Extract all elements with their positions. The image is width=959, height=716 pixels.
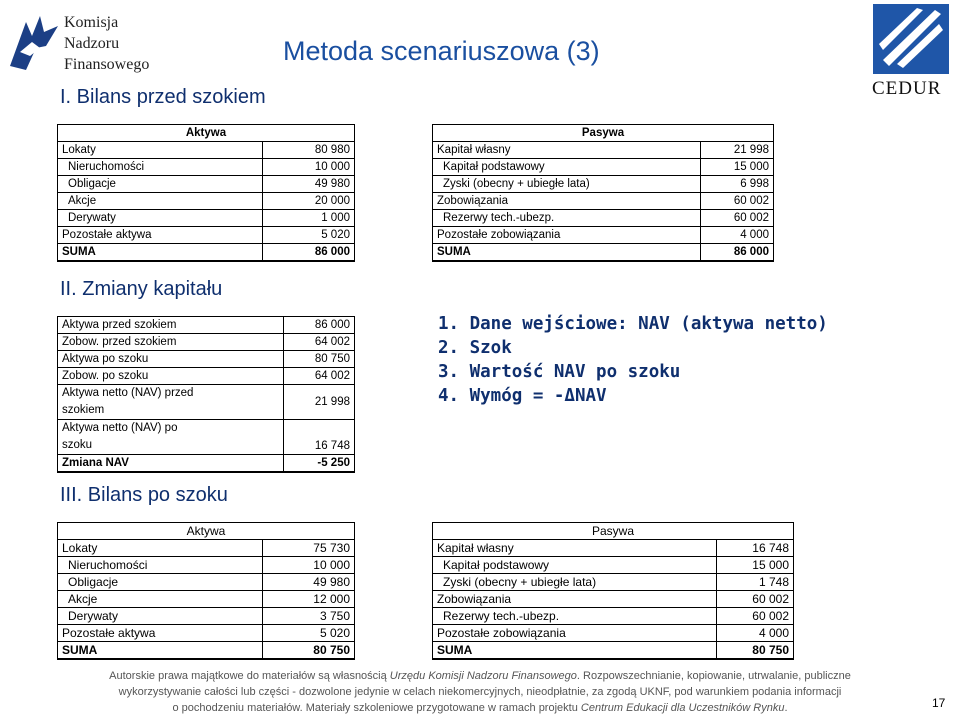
table-sum-row: SUMA 80 750 [433,642,794,660]
table-row: Pozostałe aktywa 5 020 [58,227,355,244]
table-row: Kapitał podstawowy 15 000 [433,159,774,176]
table-sum-row: SUMA 86 000 [58,244,355,262]
knf-eagle-icon [6,12,62,74]
table-row: Derywaty 3 750 [58,608,355,625]
table-row: Lokaty 80 980 [58,142,355,159]
table-row: Akcje 20 000 [58,193,355,210]
table-row: Zobow. przed szokiem 64 002 [58,334,355,351]
table-row: Aktywa netto (NAV) przed szokiem 21 998 [58,385,355,420]
table-row: Kapitał własny 21 998 [433,142,774,159]
table-row: Zobow. po szoku 64 002 [58,368,355,385]
table-row: Zobowiązania 60 002 [433,193,774,210]
table-row: Pozostałe aktywa 5 020 [58,625,355,642]
table-row: Zobowiązania 60 002 [433,591,794,608]
steps-list [438,312,828,408]
table-row: Nieruchomości 10 000 [58,557,355,574]
logo-line3: Finansowego [64,56,150,73]
logo-line2: Nadzoru [64,35,120,52]
page-number: 17 [932,696,946,710]
logo-line1: Komisja [64,14,119,31]
table-sum-row: Zmiana NAV -5 250 [58,455,355,473]
table-row: Obligacje 49 980 [58,574,355,591]
footer-line-3: o pochodzeniu materiałów. Materiały szkoleniowe przygotowane w ramach projektu Centrum Edukacji dla Uczestników Rynku. [172,702,788,714]
table-row: Kapitał własny 16 748 [433,540,794,557]
table-header: Aktywa [58,125,355,142]
table1-liabilities [432,124,774,262]
footer-copyright [40,668,920,716]
footer-line-1: Autorskie prawa majątkowe do materiałów są własnością Urzędu Komisji Nadzoru Finansowego. Rozpowszechnianie, kopiowanie, utrwalanie, publiczne [109,670,851,682]
table3-liabilities [432,522,794,660]
section-3-title: III. Bilans po szoku [60,484,228,506]
section-2-title: II. Zmiany kapitału [60,278,223,300]
page-title: Metoda scenariuszowa (3) [283,36,600,66]
list-item: 1. Dane wejściowe: NAV (aktywa netto) [438,314,828,334]
table1-assets [57,124,355,262]
cedur-name: CEDUR [872,78,942,99]
list-item: 2. Szok [438,338,512,358]
table-row: Zyski (obecny + ubiegłe lata) 1 748 [433,574,794,591]
table-row: Pozostałe zobowiązania 4 000 [433,227,774,244]
table-row: Aktywa po szoku 80 750 [58,351,355,368]
table-row: Akcje 12 000 [58,591,355,608]
table-row: Kapitał podstawowy 15 000 [433,557,794,574]
table-row: Pozostałe zobowiązania 4 000 [433,625,794,642]
table-row: Zyski (obecny + ubiegłe lata) 6 998 [433,176,774,193]
table-header: Pasywa [433,523,794,540]
footer-line-2: wykorzystywanie całości lub części - dozwolone jedynie w celach niekomercyjnych, nieodpłatnie, za zgodą UKNF, pod warunkiem podania informacji [118,686,842,698]
table-row: Derywaty 1 000 [58,210,355,227]
knf-logo [6,10,166,80]
table2-capital [57,316,355,473]
table-header: Aktywa [58,523,355,540]
table-row: Nieruchomości 10 000 [58,159,355,176]
table-row: Obligacje 49 980 [58,176,355,193]
section-1-title: I. Bilans przed szokiem [60,86,266,108]
table-row: Lokaty 75 730 [58,540,355,557]
table-row: Aktywa netto (NAV) po szoku 16 748 [58,420,355,455]
table-row: Aktywa przed szokiem 86 000 [58,317,355,334]
list-item: 3. Wartość NAV po szoku [438,362,681,382]
cedur-logo-icon [871,4,951,76]
table-row: Rezerwy tech.-ubezp. 60 002 [433,608,794,625]
list-item: 4. Wymóg = -ΔNAV [438,386,607,406]
table-header: Pasywa [433,125,774,142]
table-row: Rezerwy tech.-ubezp. 60 002 [433,210,774,227]
table-sum-row: SUMA 80 750 [58,642,355,660]
cedur-logo [870,4,952,98]
table3-assets [57,522,355,660]
table-sum-row: SUMA 86 000 [433,244,774,262]
